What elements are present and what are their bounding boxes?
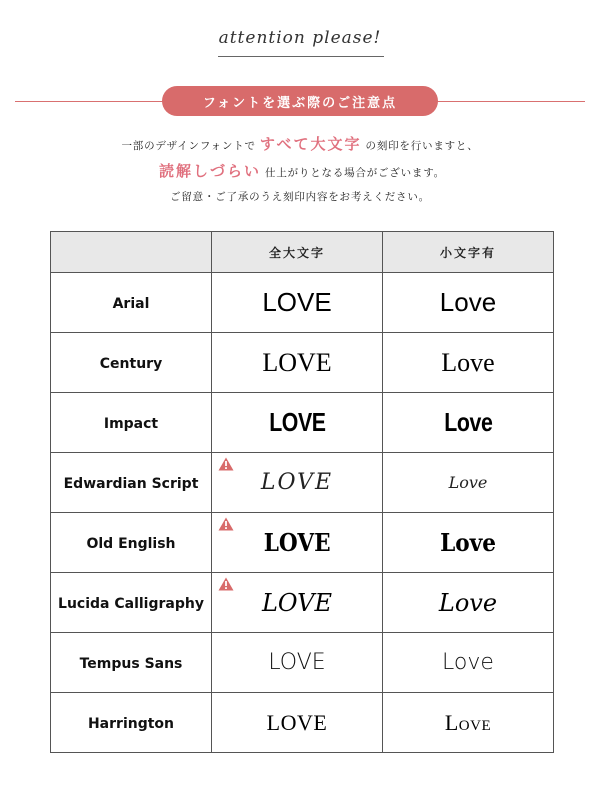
- uppercase-sample: LOVE: [262, 347, 332, 377]
- font-name-cell: [51, 573, 212, 633]
- intro-line-3: ご留意・ご了承のうえ刻印内容をお考えください。: [170, 191, 430, 203]
- lowercase-sample: Love: [444, 709, 492, 735]
- lowercase-sample-cell: [383, 513, 554, 573]
- uppercase-sample-cell: [212, 393, 383, 453]
- lowercase-sample: Love: [439, 287, 497, 317]
- lowercase-sample-cell: [383, 693, 554, 753]
- font-name-cell: [51, 633, 212, 693]
- font-name-cell: [51, 273, 212, 333]
- table-header-row: [51, 232, 554, 273]
- intro-line-1-emphasis: すべて大文字: [259, 135, 362, 153]
- uppercase-sample: LOVE: [266, 709, 328, 735]
- uppercase-sample: LOVE: [268, 407, 326, 437]
- font-name: Lucida Calligraphy: [58, 595, 204, 612]
- lowercase-sample-cell: [383, 273, 554, 333]
- header-cell-uppercase: 全大文字: [212, 232, 383, 273]
- header-underline: [218, 56, 384, 57]
- uppercase-sample: LOVE: [260, 470, 334, 495]
- table-row: [51, 393, 554, 453]
- uppercase-sample: LOVE: [261, 588, 333, 617]
- warning-triangle-icon: [218, 457, 234, 471]
- font-name: Old English: [86, 535, 176, 552]
- uppercase-sample: LOVE: [263, 528, 331, 557]
- intro-line-1-post: の刻印を行いますと、: [365, 140, 479, 152]
- table-row: [51, 333, 554, 393]
- font-name-cell: [51, 393, 212, 453]
- table-row: [51, 273, 554, 333]
- lowercase-sample-cell: [383, 633, 554, 693]
- font-comparison-table: [50, 231, 554, 753]
- font-name: Edwardian Script: [63, 475, 199, 492]
- font-name-cell: [51, 453, 212, 513]
- font-name: Century: [99, 355, 163, 372]
- uppercase-sample-cell: [212, 333, 383, 393]
- warning-triangle-icon: [218, 517, 234, 531]
- uppercase-sample-cell: [212, 513, 383, 573]
- font-name-cell: [51, 693, 212, 753]
- header-cell-blank: [51, 232, 212, 273]
- lowercase-sample: Love: [442, 650, 494, 675]
- font-name: Impact: [103, 415, 159, 432]
- uppercase-sample-cell: [212, 633, 383, 693]
- lowercase-sample: Love: [441, 347, 495, 377]
- font-name-cell: [51, 333, 212, 393]
- uppercase-sample: LOVE: [262, 287, 332, 317]
- lowercase-sample: Love: [443, 407, 493, 437]
- table-row: [51, 573, 554, 633]
- font-name: Tempus Sans: [79, 655, 183, 672]
- lowercase-sample-cell: [383, 393, 554, 453]
- table-row: [51, 693, 554, 753]
- lowercase-sample-cell: [383, 333, 554, 393]
- uppercase-sample-cell: [212, 693, 383, 753]
- lowercase-sample: Love: [448, 473, 488, 492]
- intro-line-2: [0, 160, 600, 181]
- font-name: Harrington: [87, 715, 175, 732]
- lowercase-sample-cell: [383, 453, 554, 513]
- banner-pill: フォントを選ぶ際のご注意点: [162, 86, 438, 116]
- font-name-cell: [51, 513, 212, 573]
- uppercase-sample-cell: [212, 573, 383, 633]
- uppercase-sample: LOVE: [268, 650, 326, 675]
- header-cell-lowercase: 小文字有: [383, 232, 554, 273]
- lowercase-sample: Love: [440, 528, 496, 557]
- intro-line-2-post: 仕上がりとなる場合がございます。: [265, 167, 445, 179]
- table-row: [51, 453, 554, 513]
- intro-line-1-pre: 一部のデザインフォントで: [121, 140, 256, 152]
- table-row: [51, 513, 554, 573]
- header-script-title: attention please!: [218, 28, 382, 48]
- intro-line-2-emphasis: 読解しづらい: [159, 162, 262, 180]
- uppercase-sample-cell: [212, 453, 383, 513]
- table-row: [51, 633, 554, 693]
- lowercase-sample: Love: [438, 588, 498, 617]
- font-name: Arial: [112, 295, 150, 312]
- warning-triangle-icon: [218, 577, 234, 591]
- uppercase-sample-cell: [212, 273, 383, 333]
- intro-line-1: [0, 133, 600, 154]
- lowercase-sample-cell: [383, 573, 554, 633]
